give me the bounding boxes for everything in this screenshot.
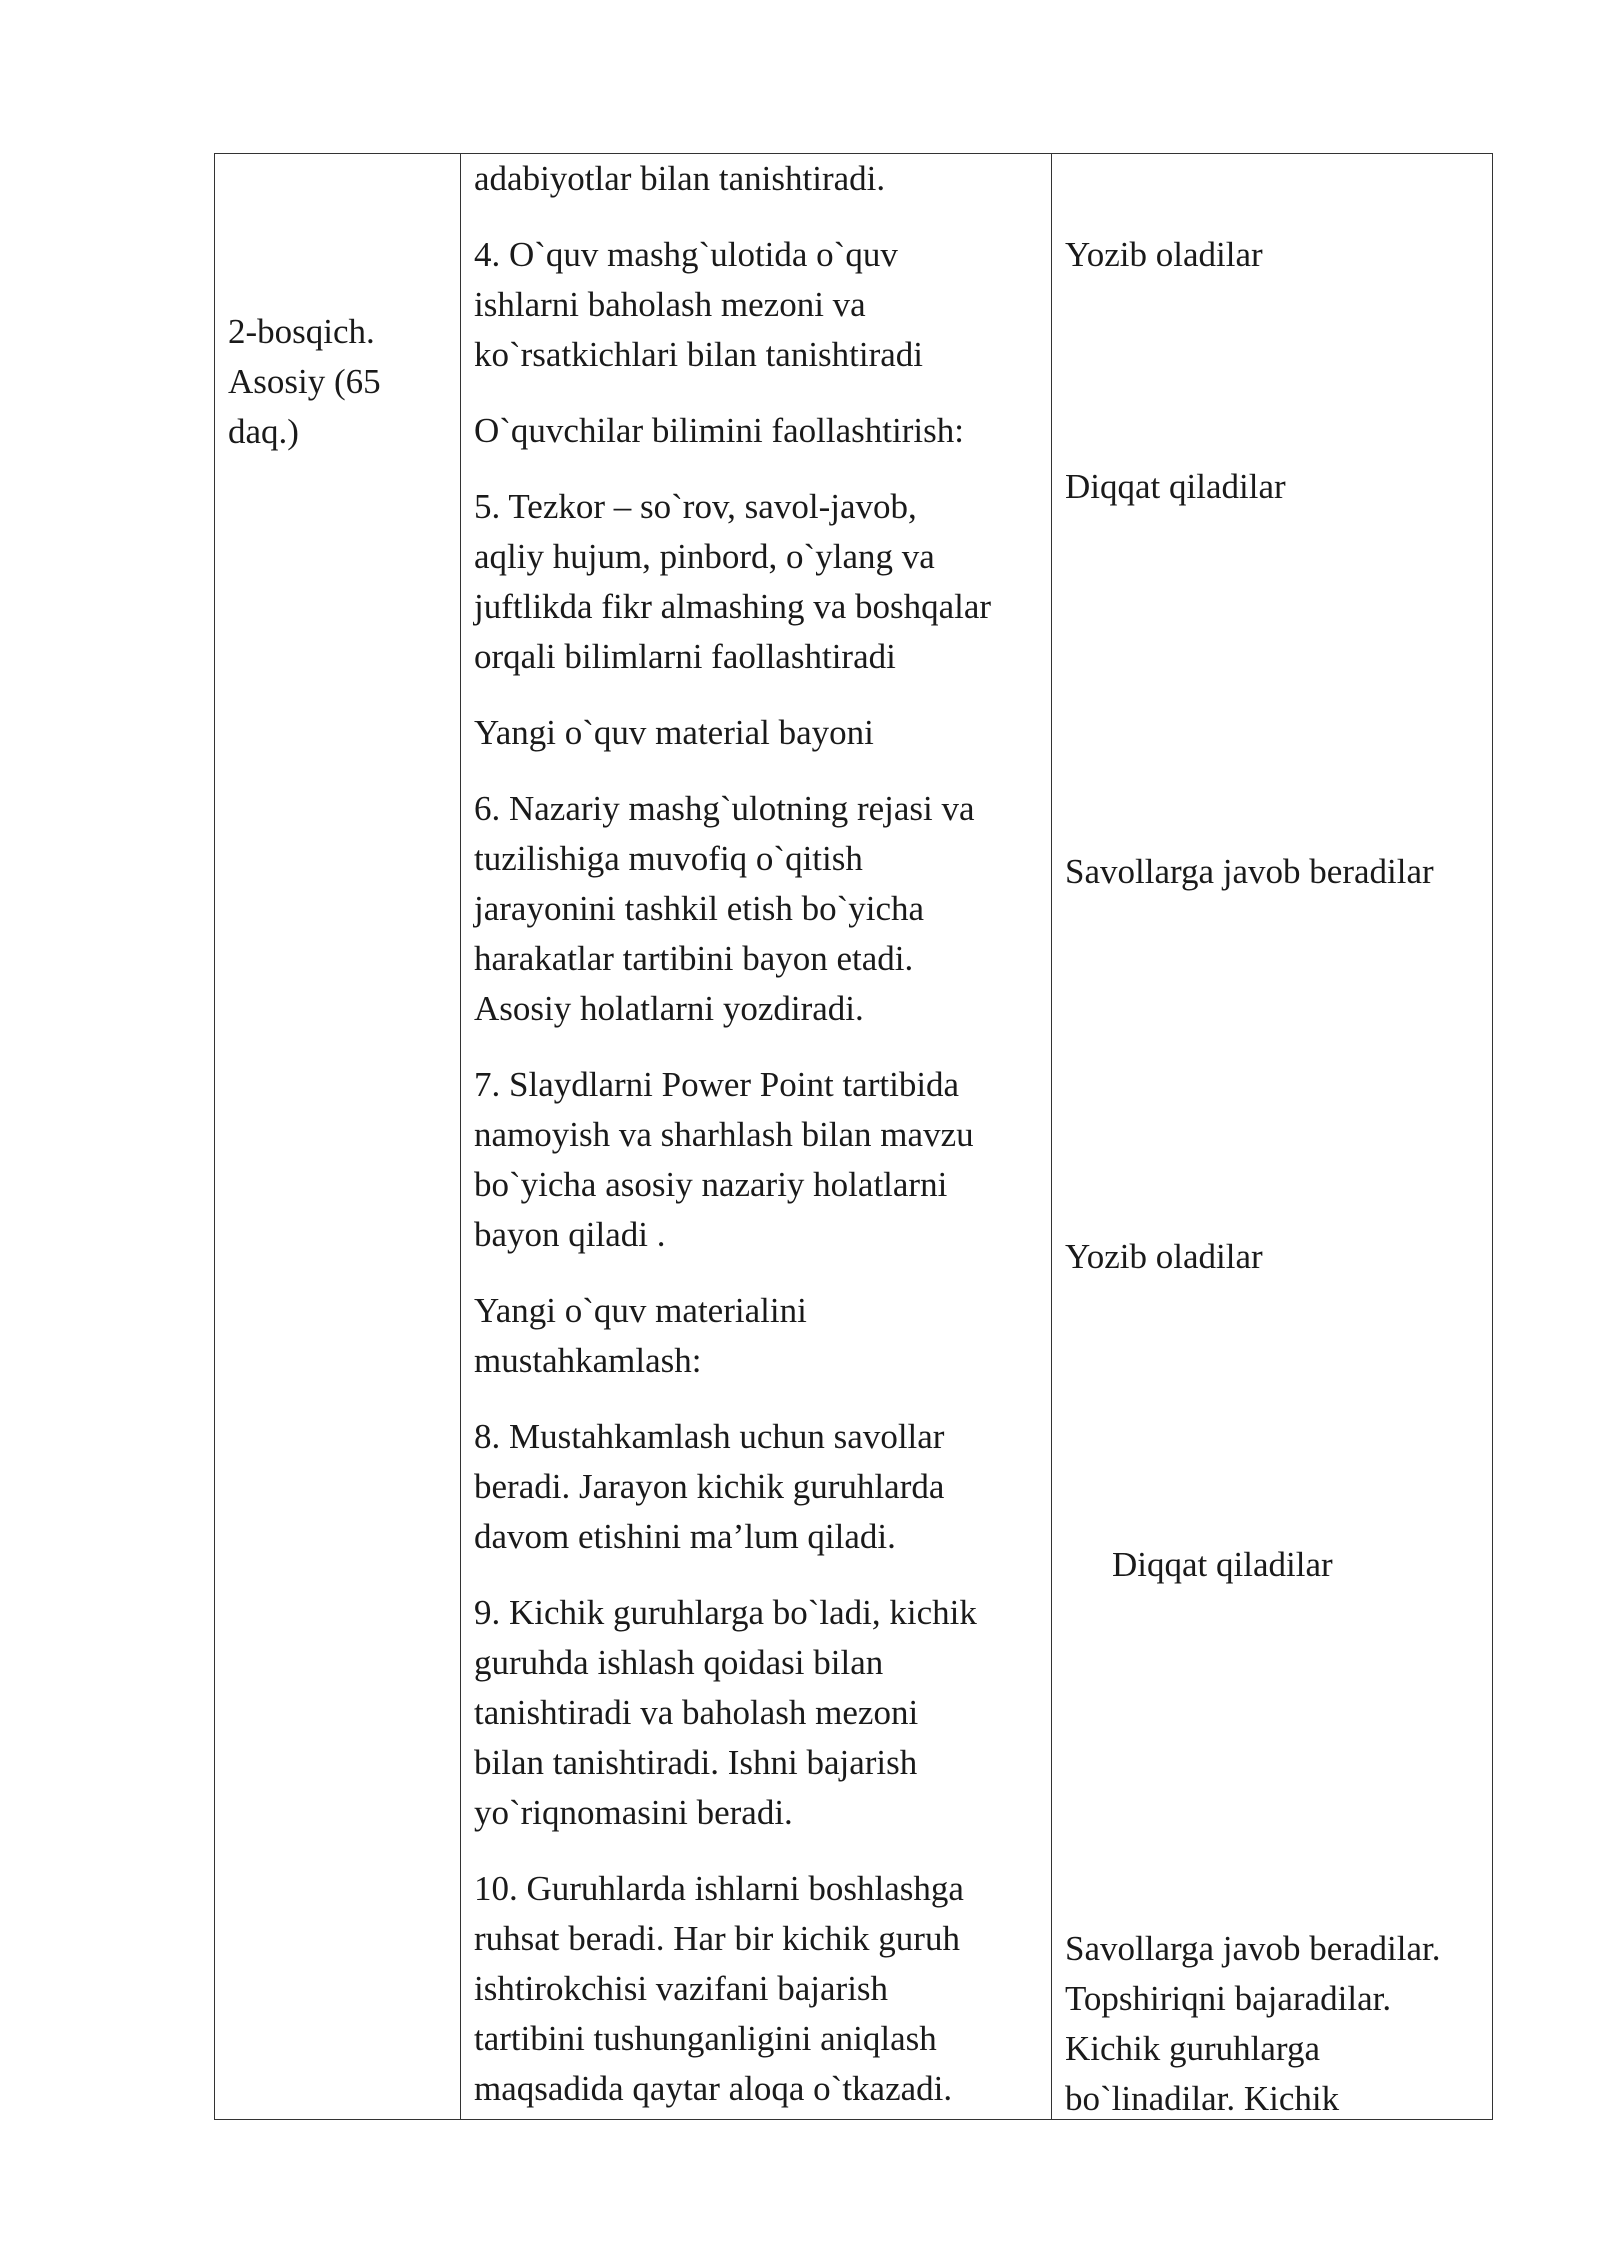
- text-line: aqliy hujum, pinbord, o`ylang va: [474, 537, 935, 576]
- teacher-paragraph: [474, 230, 1051, 380]
- text-line: tartibini tushunganligini aniqlash: [474, 2019, 937, 2058]
- teacher-activity-cell: [460, 154, 1051, 2119]
- text-line: bilan tanishtiradi. Ishni bajarish: [474, 1743, 918, 1782]
- lesson-plan-table: [214, 153, 1493, 2120]
- text-line: maqsadida qaytar aloqa o`tkazadi.: [474, 2069, 953, 2108]
- text-line: 9. Kichik guruhlarga bo`ladi, kichik: [474, 1593, 977, 1632]
- text-line: mustahkamlash:: [474, 1341, 702, 1380]
- text-line: 10. Guruhlarda ishlarni boshlashga: [474, 1869, 964, 1908]
- text-line: ruhsat beradi. Har bir kichik guruh: [474, 1919, 960, 1958]
- text-line: namoyish va sharhlash bilan mavzu: [474, 1115, 974, 1154]
- stage-cell: [215, 154, 460, 2119]
- text-line: bayon qiladi .: [474, 1215, 666, 1254]
- text-line: harakatlar tartibini bayon etadi.: [474, 939, 914, 978]
- student-response: Kichik guruhlarga: [1065, 2029, 1320, 2068]
- student-response: Savollarga javob beradilar.: [1065, 1929, 1441, 1968]
- text-line: 8. Mustahkamlash uchun savollar: [474, 1417, 945, 1456]
- text-line: adabiyotlar bilan tanishtiradi.: [474, 159, 886, 198]
- teacher-paragraph: [474, 1060, 1051, 1260]
- text-line: ishlarni baholash mezoni va: [474, 285, 866, 324]
- teacher-paragraph: [474, 1286, 1051, 1386]
- student-response: Yozib oladilar: [1065, 1237, 1263, 1276]
- teacher-paragraph: [474, 154, 1051, 204]
- text-line: davom etishini ma’lum qiladi.: [474, 1517, 896, 1556]
- stage-line: 2-bosqich.: [228, 312, 375, 351]
- text-line: ko`rsatkichlari bilan tanishtiradi: [474, 335, 924, 374]
- text-line: O`quvchilar bilimini faollashtirish:: [474, 411, 964, 450]
- teacher-paragraph: [474, 1864, 1051, 2114]
- text-line: yo`riqnomasini beradi.: [474, 1793, 793, 1832]
- text-line: Asosiy holatlarni yozdiradi.: [474, 989, 864, 1028]
- text-line: orqali bilimlarni faollashtiradi: [474, 637, 896, 676]
- text-line: jarayonini tashkil etish bo`yicha: [474, 889, 925, 928]
- student-activity-cell: [1051, 154, 1492, 2119]
- teacher-paragraph: [474, 1412, 1051, 1562]
- text-line: juftlikda fikr almashing va boshqalar: [474, 587, 992, 626]
- teacher-paragraph: [474, 784, 1051, 1034]
- text-line: tuzilishiga muvofiq o`qitish: [474, 839, 863, 878]
- teacher-paragraph: [474, 708, 1051, 758]
- student-response: Yozib oladilar: [1065, 235, 1263, 274]
- student-response: Topshiriqni bajaradilar.: [1065, 1979, 1392, 2018]
- text-line: 6. Nazariy mashg`ulotning rejasi va: [474, 789, 975, 828]
- student-response: Diqqat qiladilar: [1065, 467, 1286, 506]
- text-line: 5. Tezkor – so`rov, savol-javob,: [474, 487, 917, 526]
- student-response: Diqqat qiladilar: [1112, 1545, 1333, 1584]
- stage-line: Asosiy (65: [228, 362, 381, 401]
- stage-line: daq.): [228, 412, 299, 451]
- text-line: bo`yicha asosiy nazariy holatlarni: [474, 1165, 948, 1204]
- teacher-paragraph: [474, 482, 1051, 682]
- text-line: Yangi o`quv materialini: [474, 1291, 807, 1330]
- student-response: bo`linadilar. Kichik: [1065, 2079, 1340, 2118]
- teacher-paragraph: [474, 1588, 1051, 1838]
- text-line: Yangi o`quv material bayoni: [474, 713, 874, 752]
- text-line: 7. Slaydlarni Power Point tartibida: [474, 1065, 960, 1104]
- student-response: Savollarga javob beradilar: [1065, 852, 1434, 891]
- text-line: guruhda ishlash qoidasi bilan: [474, 1643, 884, 1682]
- text-line: 4. O`quv mashg`ulotida o`quv: [474, 235, 898, 274]
- text-line: ishtirokchisi vazifani bajarish: [474, 1969, 889, 2008]
- teacher-paragraph: [474, 406, 1051, 456]
- text-line: tanishtiradi va baholash mezoni: [474, 1693, 919, 1732]
- text-line: beradi. Jarayon kichik guruhlarda: [474, 1467, 945, 1506]
